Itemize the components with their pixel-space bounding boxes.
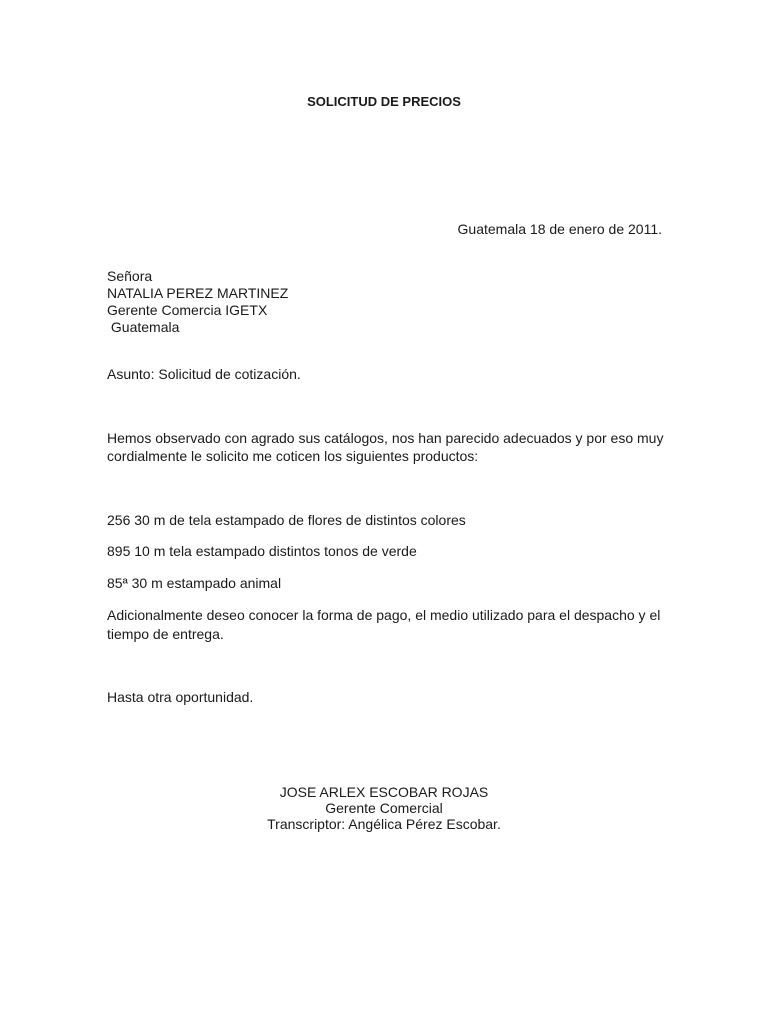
signature-transcriptor: Transcriptor: Angélica Pérez Escobar. [267,816,501,832]
recipient-salutation: Señora [107,268,153,284]
letter-subject: Asunto: Solicitud de cotización. [107,366,301,382]
letter-title: SOLICITUD DE PRECIOS [307,94,461,109]
signature-block [0,784,768,832]
additional-line-2: tiempo de entrega. [107,626,224,642]
body-line-2: cordialmente le solicito me coticen los siguientes productos: [107,448,479,464]
recipient-city: Guatemala [107,319,180,335]
signature-name: JOSE ARLEX ESCOBAR ROJAS [279,784,489,800]
letter-date: Guatemala 18 de enero de 2011. [457,221,662,237]
body-line-1: Hemos observado con agrado sus catálogos, nos han parecido adecuados y por eso muy [107,430,664,446]
additional-line-1: Adicionalmente deseo conocer la forma de pago, el medio utilizado para el despacho y el [107,607,661,623]
closing-text: Hasta otra oportunidad. [107,689,254,705]
product-item-3: 85ª 30 m estampado animal [107,575,282,591]
recipient-name: NATALIA PEREZ MARTINEZ [107,285,289,301]
signature-position: Gerente Comercial [325,800,443,816]
recipient-position: Gerente Comercia IGETX [107,302,268,318]
product-item-1: 256 30 m de tela estampado de flores de distintos colores [107,512,466,528]
product-item-2: 895 10 m tela estampado distintos tonos de verde [107,543,417,559]
